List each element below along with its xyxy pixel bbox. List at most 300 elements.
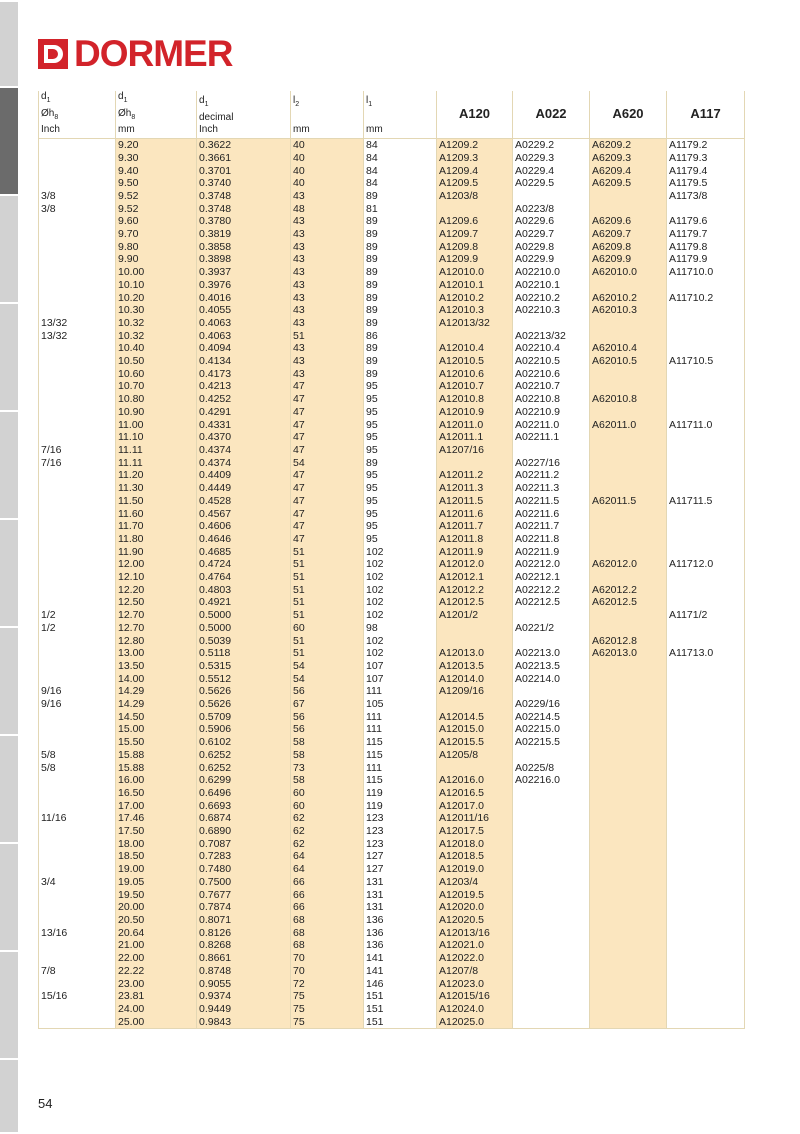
cell-a120: A1209.3 — [437, 152, 513, 165]
cell-l2: 51 — [291, 571, 364, 584]
cell-inch: 15/16 — [39, 990, 116, 1003]
table-row — [39, 609, 745, 622]
cell-l1: 102 — [364, 571, 437, 584]
cell-a120: A12011.1 — [437, 431, 513, 444]
table-row — [39, 431, 745, 444]
cell-a120: A12022.0 — [437, 952, 513, 965]
cell-a022: A02212.5 — [513, 596, 590, 609]
cell-a120: A12015.5 — [437, 736, 513, 749]
cell-decimal: 0.5709 — [197, 711, 291, 724]
cell-mm: 23.00 — [116, 978, 197, 991]
cell-l1: 131 — [364, 876, 437, 889]
cell-decimal: 0.8661 — [197, 952, 291, 965]
side-tab-active[interactable] — [0, 86, 18, 196]
cell-a120: A12024.0 — [437, 1003, 513, 1016]
cell-mm: 23.81 — [116, 990, 197, 1003]
cell-a120: A12011.7 — [437, 520, 513, 533]
cell-inch — [39, 596, 116, 609]
side-tab[interactable] — [0, 842, 18, 952]
cell-a620: A62010.8 — [590, 393, 667, 406]
cell-a120: A1207/8 — [437, 965, 513, 978]
cell-l1: 89 — [364, 266, 437, 279]
cell-a120 — [437, 762, 513, 775]
cell-l1: 95 — [364, 508, 437, 521]
cell-a022: A02210.0 — [513, 266, 590, 279]
cell-a620 — [590, 685, 667, 698]
cell-a022: A02210.8 — [513, 393, 590, 406]
cell-a120: A12011.2 — [437, 469, 513, 482]
cell-decimal: 0.4063 — [197, 330, 291, 343]
cell-l1: 89 — [364, 215, 437, 228]
cell-l2: 51 — [291, 596, 364, 609]
cell-decimal: 0.7283 — [197, 850, 291, 863]
cell-a022: A02210.2 — [513, 292, 590, 305]
cell-a620: A62012.8 — [590, 635, 667, 648]
cell-mm: 10.40 — [116, 342, 197, 355]
cell-a117 — [667, 279, 745, 292]
cell-decimal: 0.3748 — [197, 190, 291, 203]
cell-l1: 115 — [364, 749, 437, 762]
cell-mm: 10.70 — [116, 380, 197, 393]
cell-l1: 89 — [364, 342, 437, 355]
cell-a022 — [513, 838, 590, 851]
cell-decimal: 0.7677 — [197, 889, 291, 902]
cell-mm: 11.90 — [116, 546, 197, 559]
cell-decimal: 0.8126 — [197, 927, 291, 940]
cell-inch — [39, 774, 116, 787]
cell-a620 — [590, 952, 667, 965]
cell-mm: 10.90 — [116, 406, 197, 419]
cell-a117: A1179.5 — [667, 177, 745, 190]
brand-name: DORMER — [74, 33, 233, 74]
cell-a022: A02213.5 — [513, 660, 590, 673]
table-row — [39, 444, 745, 457]
cell-a620: A62010.5 — [590, 355, 667, 368]
cell-mm: 13.00 — [116, 647, 197, 660]
cell-l1: 89 — [364, 457, 437, 470]
table-row — [39, 253, 745, 266]
cell-a120: A12011.0 — [437, 419, 513, 432]
cell-a120: A12010.9 — [437, 406, 513, 419]
cell-decimal: 0.4055 — [197, 304, 291, 317]
cell-a120: A12015/16 — [437, 990, 513, 1003]
table-row — [39, 380, 745, 393]
cell-l2: 47 — [291, 533, 364, 546]
cell-a120: A12010.0 — [437, 266, 513, 279]
cell-a117 — [667, 762, 745, 775]
cell-a022 — [513, 914, 590, 927]
cell-mm: 20.00 — [116, 901, 197, 914]
table-row — [39, 215, 745, 228]
cell-a120: A12011/16 — [437, 812, 513, 825]
cell-a117 — [667, 508, 745, 521]
cell-a120 — [437, 203, 513, 216]
cell-l1: 131 — [364, 889, 437, 902]
cell-mm: 22.22 — [116, 965, 197, 978]
cell-mm: 11.30 — [116, 482, 197, 495]
cell-a022: A02211.5 — [513, 495, 590, 508]
cell-decimal: 0.5906 — [197, 723, 291, 736]
cell-mm: 15.88 — [116, 749, 197, 762]
cell-l2: 40 — [291, 139, 364, 152]
table-row — [39, 393, 745, 406]
cell-a120 — [437, 330, 513, 343]
cell-a117: A1171/2 — [667, 609, 745, 622]
table-row — [39, 152, 745, 165]
cell-l1: 89 — [364, 279, 437, 292]
table-row — [39, 914, 745, 927]
side-index-strip — [0, 0, 18, 1132]
cell-a120: A1209.8 — [437, 241, 513, 254]
cell-a022: A02210.7 — [513, 380, 590, 393]
table-row — [39, 698, 745, 711]
table-row — [39, 1016, 745, 1029]
cell-l2: 47 — [291, 495, 364, 508]
cell-l2: 40 — [291, 177, 364, 190]
table-row — [39, 787, 745, 800]
cell-mm: 17.00 — [116, 800, 197, 813]
cell-l1: 111 — [364, 762, 437, 775]
cell-inch — [39, 215, 116, 228]
cell-l1: 151 — [364, 990, 437, 1003]
cell-decimal: 0.3622 — [197, 139, 291, 152]
table-row — [39, 469, 745, 482]
cell-a117 — [667, 698, 745, 711]
side-tab[interactable] — [0, 518, 18, 628]
cell-l2: 43 — [291, 279, 364, 292]
cell-inch — [39, 165, 116, 178]
table-row — [39, 241, 745, 254]
cell-a117: A11712.0 — [667, 558, 745, 571]
cell-inch — [39, 660, 116, 673]
cell-l2: 51 — [291, 330, 364, 343]
cell-decimal: 0.3819 — [197, 228, 291, 241]
table-row — [39, 660, 745, 673]
cell-l2: 43 — [291, 190, 364, 203]
cell-a120 — [437, 622, 513, 635]
cell-l2: 58 — [291, 749, 364, 762]
cell-l1: 141 — [364, 965, 437, 978]
cell-decimal: 0.4567 — [197, 508, 291, 521]
cell-decimal: 0.4370 — [197, 431, 291, 444]
cell-l1: 111 — [364, 711, 437, 724]
cell-a120: A1203/8 — [437, 190, 513, 203]
cell-inch: 3/8 — [39, 190, 116, 203]
table-row — [39, 520, 745, 533]
cell-mm: 16.00 — [116, 774, 197, 787]
cell-a620: A62010.2 — [590, 292, 667, 305]
cell-l2: 62 — [291, 812, 364, 825]
cell-inch — [39, 279, 116, 292]
cell-mm: 10.10 — [116, 279, 197, 292]
cell-a620: A6209.5 — [590, 177, 667, 190]
cell-a620: A62013.0 — [590, 647, 667, 660]
side-tab[interactable] — [0, 734, 18, 844]
cell-decimal: 0.6299 — [197, 774, 291, 787]
side-tab[interactable] — [0, 194, 18, 304]
table-row — [39, 482, 745, 495]
cell-a620 — [590, 863, 667, 876]
cell-a022: A02210.6 — [513, 368, 590, 381]
table-row — [39, 203, 745, 216]
cell-decimal: 0.3937 — [197, 266, 291, 279]
cell-l1: 119 — [364, 787, 437, 800]
cell-l2: 54 — [291, 673, 364, 686]
cell-a620 — [590, 876, 667, 889]
cell-a620 — [590, 482, 667, 495]
cell-l2: 47 — [291, 406, 364, 419]
cell-decimal: 0.4291 — [197, 406, 291, 419]
cell-inch: 5/8 — [39, 762, 116, 775]
cell-mm: 10.20 — [116, 292, 197, 305]
cell-a117 — [667, 1016, 745, 1029]
cell-decimal: 0.5000 — [197, 609, 291, 622]
cell-l2: 58 — [291, 774, 364, 787]
side-tab[interactable] — [0, 950, 18, 1060]
cell-inch — [39, 723, 116, 736]
cell-decimal: 0.4764 — [197, 571, 291, 584]
cell-a022 — [513, 812, 590, 825]
cell-a620 — [590, 368, 667, 381]
cell-a120: A12010.7 — [437, 380, 513, 393]
cell-mm: 12.50 — [116, 596, 197, 609]
cell-mm: 9.80 — [116, 241, 197, 254]
cell-decimal: 0.3976 — [197, 279, 291, 292]
cell-a117 — [667, 520, 745, 533]
cell-l1: 95 — [364, 393, 437, 406]
dormer-logo-icon — [38, 39, 68, 69]
cell-mm: 21.00 — [116, 939, 197, 952]
cell-a117 — [667, 457, 745, 470]
cell-a120: A12012.2 — [437, 584, 513, 597]
table-row — [39, 889, 745, 902]
cell-mm: 11.20 — [116, 469, 197, 482]
cell-inch — [39, 152, 116, 165]
cell-inch — [39, 635, 116, 648]
cell-mm: 22.00 — [116, 952, 197, 965]
cell-decimal: 0.4606 — [197, 520, 291, 533]
cell-a120: A12010.3 — [437, 304, 513, 317]
cell-a120: A1205/8 — [437, 749, 513, 762]
cell-a120: A12013/16 — [437, 927, 513, 940]
cell-l1: 127 — [364, 850, 437, 863]
cell-a022: A0221/2 — [513, 622, 590, 635]
cell-a620 — [590, 660, 667, 673]
cell-a120: A12018.5 — [437, 850, 513, 863]
cell-a022: A02214.5 — [513, 711, 590, 724]
cell-l1: 89 — [364, 253, 437, 266]
table-row — [39, 901, 745, 914]
cell-mm: 9.52 — [116, 203, 197, 216]
cell-a620 — [590, 546, 667, 559]
cell-decimal: 0.5039 — [197, 635, 291, 648]
cell-mm: 9.30 — [116, 152, 197, 165]
cell-a117 — [667, 863, 745, 876]
cell-a120: A12025.0 — [437, 1016, 513, 1029]
cell-l1: 89 — [364, 228, 437, 241]
cell-l2: 43 — [291, 215, 364, 228]
table-row — [39, 406, 745, 419]
table-row — [39, 749, 745, 762]
cell-a120 — [437, 635, 513, 648]
side-tab[interactable] — [0, 0, 18, 88]
cell-l2: 68 — [291, 914, 364, 927]
cell-l2: 47 — [291, 431, 364, 444]
cell-l1: 89 — [364, 355, 437, 368]
cell-inch — [39, 889, 116, 902]
cell-l2: 51 — [291, 546, 364, 559]
cell-a022 — [513, 635, 590, 648]
cell-a117 — [667, 774, 745, 787]
cell-decimal: 0.4094 — [197, 342, 291, 355]
cell-a117: A1179.4 — [667, 165, 745, 178]
cell-a117: A1173/8 — [667, 190, 745, 203]
cell-a022 — [513, 990, 590, 1003]
side-tab[interactable] — [0, 626, 18, 736]
cell-l2: 47 — [291, 469, 364, 482]
cell-inch — [39, 266, 116, 279]
cell-l1: 123 — [364, 838, 437, 851]
cell-l1: 107 — [364, 660, 437, 673]
table-row — [39, 927, 745, 940]
table-row — [39, 939, 745, 952]
cell-mm: 19.05 — [116, 876, 197, 889]
table-row — [39, 228, 745, 241]
cell-a120 — [437, 457, 513, 470]
cell-a022 — [513, 685, 590, 698]
cell-decimal: 0.4449 — [197, 482, 291, 495]
cell-a022: A02210.9 — [513, 406, 590, 419]
cell-inch: 9/16 — [39, 685, 116, 698]
cell-l2: 40 — [291, 165, 364, 178]
cell-a022 — [513, 800, 590, 813]
cell-l2: 58 — [291, 736, 364, 749]
cell-a022: A0229.9 — [513, 253, 590, 266]
cell-a620: A62012.5 — [590, 596, 667, 609]
cell-l1: 102 — [364, 558, 437, 571]
cell-a620 — [590, 457, 667, 470]
cell-l1: 105 — [364, 698, 437, 711]
table-row — [39, 533, 745, 546]
table-row — [39, 685, 745, 698]
side-tab[interactable] — [0, 1058, 18, 1134]
cell-l1: 119 — [364, 800, 437, 813]
table-row — [39, 546, 745, 559]
cell-inch — [39, 736, 116, 749]
cell-a120: A12021.0 — [437, 939, 513, 952]
cell-a117 — [667, 444, 745, 457]
cell-l1: 81 — [364, 203, 437, 216]
table-row — [39, 774, 745, 787]
side-tab[interactable] — [0, 302, 18, 412]
cell-inch — [39, 546, 116, 559]
cell-inch — [39, 673, 116, 686]
cell-mm: 11.11 — [116, 457, 197, 470]
cell-a117 — [667, 825, 745, 838]
page-number: 54 — [38, 1096, 53, 1111]
table-row — [39, 419, 745, 432]
cell-decimal: 0.9374 — [197, 990, 291, 1003]
cell-mm: 20.50 — [116, 914, 197, 927]
header-code-a022: A022 — [513, 91, 590, 139]
cell-a120: A1209.4 — [437, 165, 513, 178]
cell-a620: A6209.7 — [590, 228, 667, 241]
cell-inch — [39, 863, 116, 876]
cell-decimal: 0.7480 — [197, 863, 291, 876]
table-row — [39, 457, 745, 470]
cell-mm: 19.50 — [116, 889, 197, 902]
cell-a620: A6209.9 — [590, 253, 667, 266]
cell-l1: 123 — [364, 812, 437, 825]
cell-a117 — [667, 203, 745, 216]
cell-inch: 13/32 — [39, 317, 116, 330]
table-row — [39, 165, 745, 178]
cell-a620 — [590, 279, 667, 292]
cell-mm: 9.60 — [116, 215, 197, 228]
cell-l1: 115 — [364, 774, 437, 787]
cell-l1: 84 — [364, 139, 437, 152]
cell-a022: A02211.2 — [513, 469, 590, 482]
cell-inch — [39, 292, 116, 305]
cell-a117 — [667, 533, 745, 546]
cell-a620: A62012.0 — [590, 558, 667, 571]
cell-a022 — [513, 901, 590, 914]
cell-l1: 84 — [364, 177, 437, 190]
cell-a120: A1201/2 — [437, 609, 513, 622]
cell-a620: A62010.3 — [590, 304, 667, 317]
cell-a022 — [513, 850, 590, 863]
cell-mm: 10.50 — [116, 355, 197, 368]
cell-decimal: 0.9843 — [197, 1016, 291, 1029]
cell-a120: A1209/16 — [437, 685, 513, 698]
cell-a620 — [590, 508, 667, 521]
cell-mm: 14.00 — [116, 673, 197, 686]
cell-a117: A1179.9 — [667, 253, 745, 266]
cell-l2: 48 — [291, 203, 364, 216]
cell-inch — [39, 939, 116, 952]
cell-decimal: 0.4803 — [197, 584, 291, 597]
cell-l1: 136 — [364, 939, 437, 952]
cell-l1: 151 — [364, 1003, 437, 1016]
side-tab[interactable] — [0, 410, 18, 520]
cell-l2: 43 — [291, 317, 364, 330]
table-row — [39, 368, 745, 381]
cell-inch: 7/16 — [39, 457, 116, 470]
cell-a620 — [590, 406, 667, 419]
cell-decimal: 0.3858 — [197, 241, 291, 254]
cell-decimal: 0.3661 — [197, 152, 291, 165]
cell-mm: 9.90 — [116, 253, 197, 266]
cell-a022 — [513, 927, 590, 940]
cell-l2: 70 — [291, 965, 364, 978]
cell-a117 — [667, 965, 745, 978]
cell-mm: 12.70 — [116, 622, 197, 635]
table-row — [39, 571, 745, 584]
cell-a117 — [667, 571, 745, 584]
cell-a117 — [667, 482, 745, 495]
table-row — [39, 495, 745, 508]
table-row — [39, 673, 745, 686]
cell-l1: 115 — [364, 736, 437, 749]
cell-decimal: 0.4646 — [197, 533, 291, 546]
cell-l1: 136 — [364, 914, 437, 927]
cell-decimal: 0.4528 — [197, 495, 291, 508]
cell-a120: A12016.0 — [437, 774, 513, 787]
cell-mm: 14.29 — [116, 698, 197, 711]
cell-a120: A1209.2 — [437, 139, 513, 152]
cell-a117: A11710.0 — [667, 266, 745, 279]
cell-a117 — [667, 469, 745, 482]
